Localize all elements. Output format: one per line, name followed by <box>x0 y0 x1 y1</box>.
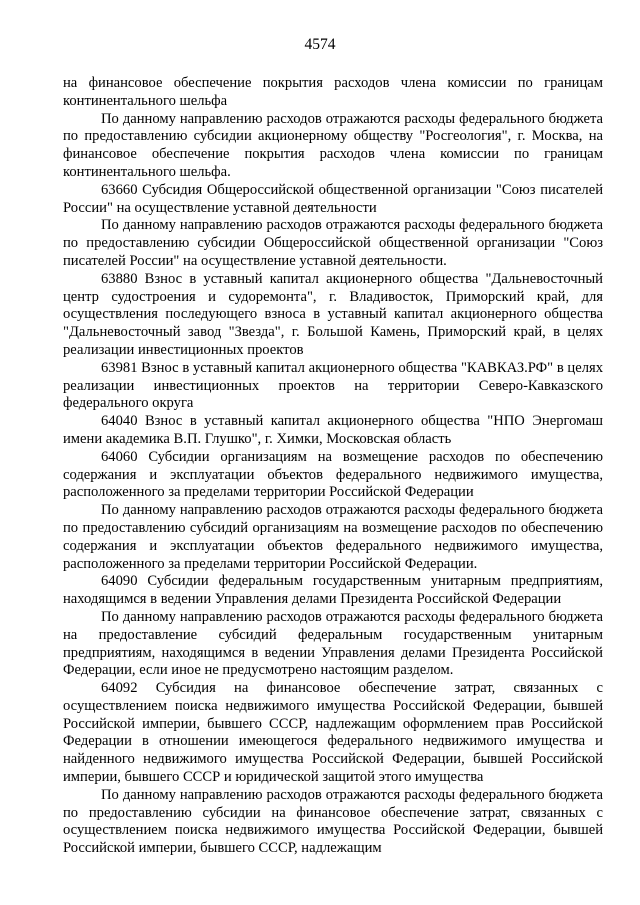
paragraph: 64060 Субсидии организациям на возмещение расходов по обеспечению содержания и эксплуатации объектов федерального недвижимого имущества, расположенного за пределами территории Российской Федерации <box>63 448 603 501</box>
paragraph: По данному направлению расходов отражаются расходы федерального бюджета по предоставлению субсидии Общероссийской общественной организации "Союз писателей России" на осуществление уставной деятельности. <box>63 217 603 269</box>
paragraph: 64090 Субсидии федеральным государственным унитарным предприятиям, находящимся в ведении Управления делами Президента Российской Федерации <box>63 573 603 608</box>
paragraph: По данному направлению расходов отражаются расходы федерального бюджета по предоставлению субсидий организациям на возмещение расходов по обеспечению содержания и эксплуатации объектов федерального недвижимого имущества, расположенного за пределами территории Российской Федерации. <box>63 502 603 572</box>
paragraph: По данному направлению расходов отражаются расходы федерального бюджета на предоставление субсидий федеральным государственным унитарным предприятиям, находящимся в ведении Управления делами Президента Российской Федерации, если иное не предусмотрено настоящим разделом. <box>63 608 603 679</box>
paragraph: на финансовое обеспечение покрытия расходов члена комиссии по границам континентального шельфа <box>63 75 603 109</box>
paragraph: 64092 Субсидия на финансовое обеспечение затрат, связанных с осуществлением поиска недвижимого имущества Российской Федерации, бывшей Российской империи, бывшего СССР, надлежащим оформлением прав Российской Федерации в отношении имеющегося федерального недвижимого имущества и найденного недвижимого имущества Российской Федерации, бывшей Российской империи, бывшего СССР и юридической защитой этого имущества <box>63 680 603 786</box>
paragraph: 63880 Взнос в уставный капитал акционерного общества "Дальневосточный центр судостроения и судоремонта", г. Владивосток, Приморский край, для осуществления последующего взноса в уставный капитал акционерного общества "Дальневосточный завод "Звезда", г. Большой Камень, Приморский край, в целях реализации инвестиционных проектов <box>63 270 603 358</box>
paragraph: По данному направлению расходов отражаются расходы федерального бюджета по предоставлению субсидии на финансовое обеспечение затрат, связанных с осуществлением поиска недвижимого имущества Российской Федерации, бывшей Российской империи, бывшего СССР, надлежащим <box>63 786 603 857</box>
paragraph: 63981 Взнос в уставный капитал акционерного общества "КАВКАЗ.РФ" в целях реализации инвестиционных проектов на территории Северо-Кавказского федерального округа <box>63 359 603 412</box>
paragraph: 63660 Субсидия Общероссийской общественной организации "Союз писателей России" на осуществление уставной деятельности <box>63 181 603 216</box>
document-body <box>63 75 603 858</box>
paragraph: 64040 Взнос в уставный капитал акционерного общества "НПО Энергомаш имени академика В.П. Глушко", г. Химки, Московская область <box>63 413 603 447</box>
page-number: 4574 <box>304 36 336 53</box>
paragraph: По данному направлению расходов отражаются расходы федерального бюджета по предоставлению субсидии акционерному обществу "Росгеология", г. Москва, на финансовое обеспечение покрытия расходов члена комиссии по границам континентального шельфа. <box>63 110 603 180</box>
